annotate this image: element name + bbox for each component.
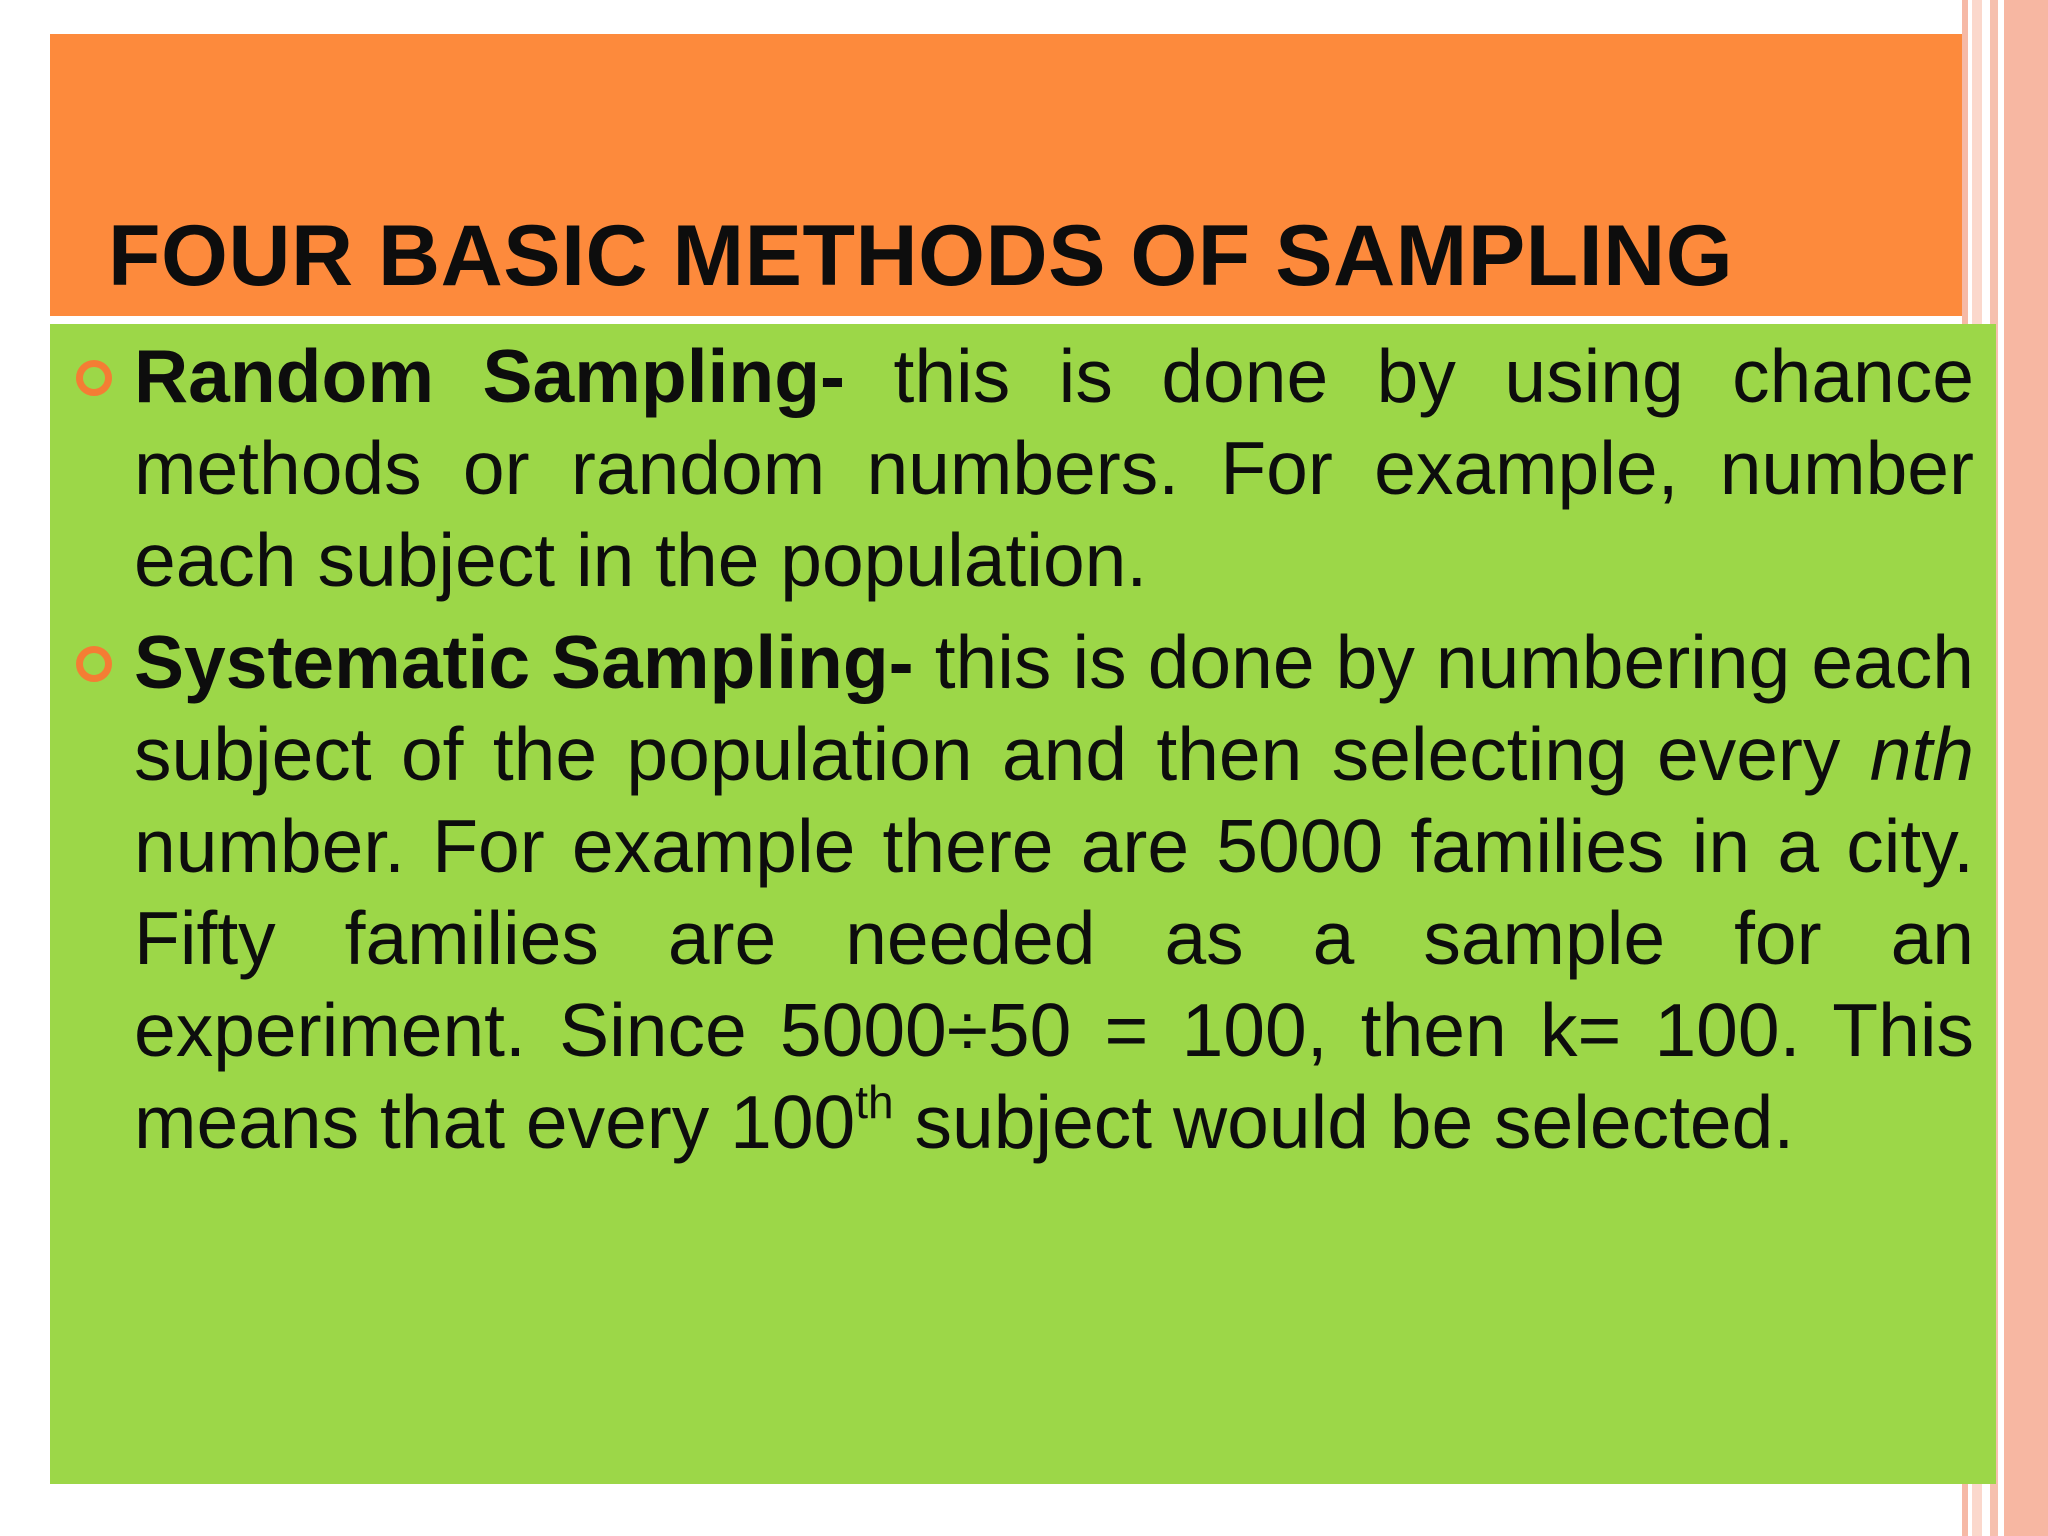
decorative-stripe [2004,0,2048,1536]
slide-title: FOUR BASIC METHODS OF SAMPLING [108,208,1734,304]
bullet-superscript: th [855,1076,894,1128]
circle-bullet-icon [76,646,112,682]
bullet-list [134,330,1974,1178]
bullet-random-sampling [134,330,1974,606]
bullet-text: subject would be selected. [893,1080,1795,1164]
bullet-systematic-sampling [134,616,1974,1168]
bullet-text: this is done by using chance methods or random numbers. For example, number each subject in the population. [134,334,1974,602]
bullet-term: Systematic Sampling- [134,620,914,704]
circle-bullet-icon [76,360,112,396]
bullet-term: Random Sampling- [134,334,845,418]
bullet-text: this is done by numbering each subject of the population and then selecting every [134,620,1974,796]
bullet-text-italic: nth [1869,712,1974,796]
bullet-text: number. For example there are 5000 families in a city. Fifty families are needed as a sample for an experiment. Since 5000÷50 = 100, then k= 100. This means that every 100 [134,804,1974,1164]
divider [50,316,1962,324]
